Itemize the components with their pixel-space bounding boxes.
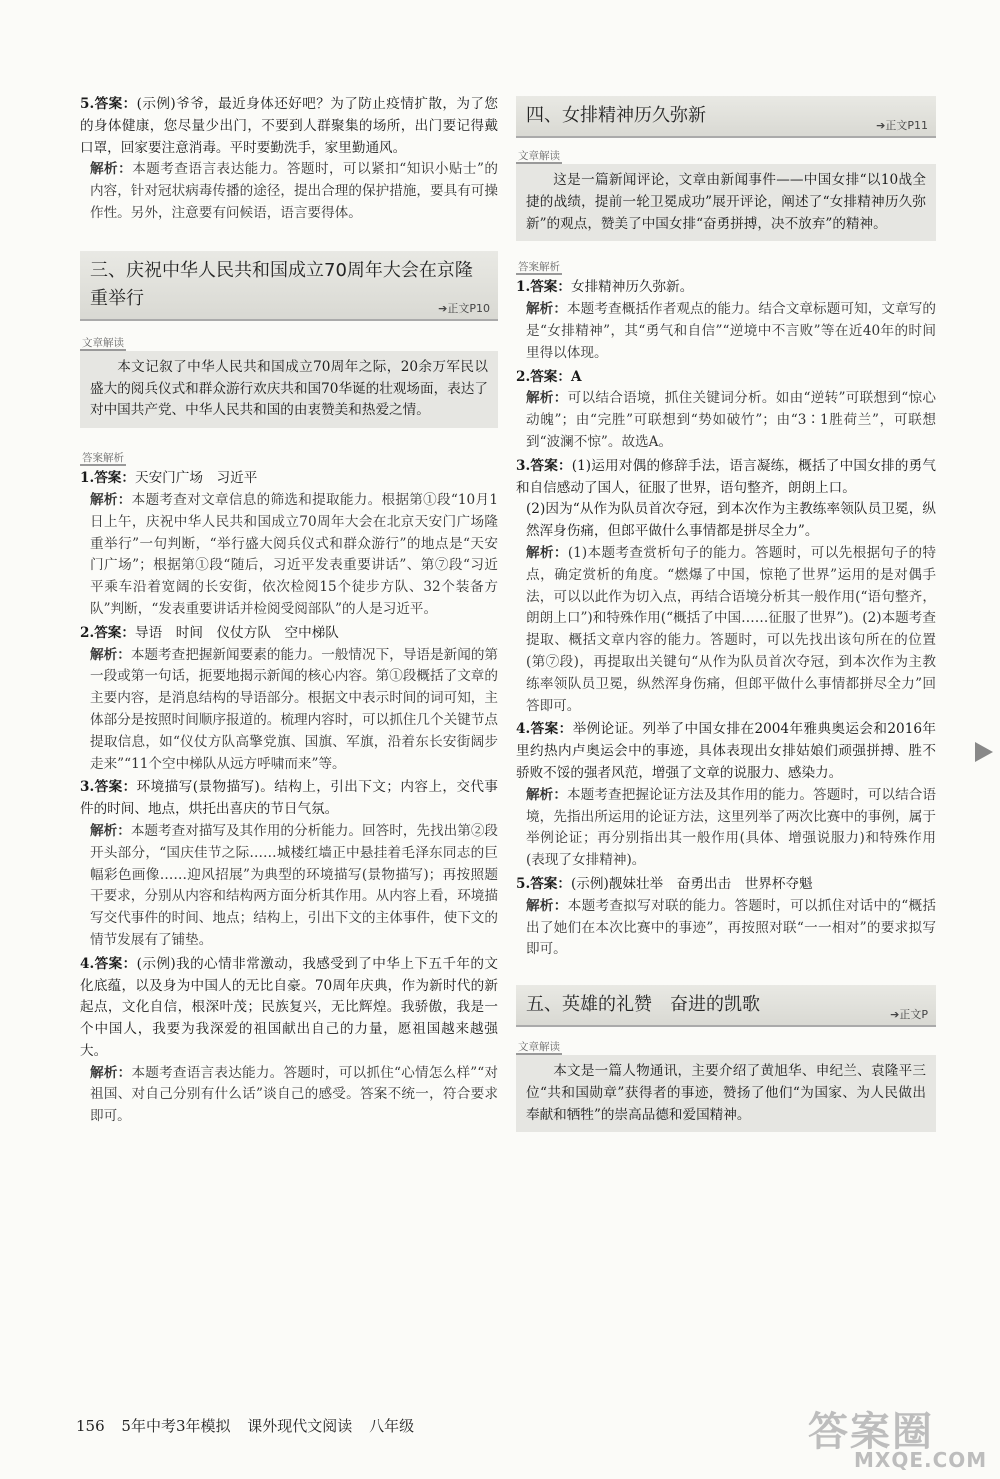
analysis-label: 解析： (526, 390, 568, 407)
article-intro-box (516, 1055, 936, 1132)
answer-label: 1.答案： (516, 279, 571, 296)
answer-item (80, 777, 498, 821)
analysis-item (516, 388, 936, 453)
watermark-logo: 答案圈 (808, 1409, 934, 1455)
answer-label: 5.答案： (80, 96, 137, 112)
book-series: 5年中考3年模拟 (121, 1417, 231, 1435)
analysis-label: 解析： (90, 491, 132, 508)
answer-label: 3.答案： (80, 779, 137, 796)
analysis-text: 本题考查拟写对联的能力。答题时，可以抓住对话中的“概括出了她们在本次比赛中的事迹”，再按照对联“一一相对”的要求拟写即可。 (526, 897, 937, 958)
answer-label: 1.答案： (80, 470, 135, 487)
page-edge-arrow-icon (975, 742, 993, 762)
analysis-label: 解析： (90, 161, 133, 178)
intro-text: 本文是一篇人物通讯，主要介绍了黄旭华、申纪兰、袁隆平三位“共和国勋章”获得者的事迹，赞扬了他们“为国家、为人民做出奉献和牺牲”的崇高品德和爱国精神。 (526, 1063, 926, 1123)
answer-text: (1)运用对偶的修辞手法，语言凝练，概括了中国女排的勇气和自信感动了国人，征服了世界，语句整齐，朗朗上口。 (516, 457, 936, 496)
section-header-3 (80, 251, 498, 321)
section-header-4 (516, 96, 936, 138)
article-reading-tag: 文章解读 (518, 1041, 560, 1054)
analysis-label: 解析： (90, 822, 131, 839)
article-intro-box (80, 351, 498, 428)
grade-level: 八年级 (369, 1417, 415, 1435)
analysis-text: (1)本题考查赏析句子的能力。答题时，可以先根据句子的特点，确定赏析的角度。“燃爆了中国，惊艳了世界”运用的是对偶手法，可以以此作为切入点，再结合语境分析其一般作用(“语句整齐，朗朗上口”)和特殊作用(“概括了中国……征服了世界”)。(2)本题考查提取、概括文章内容的能力。答题时，可以先找出该句所在的位置(第⑦段)，再提取出关键句“从作为队员首次夺冠，到本次作为主教练率领队员卫冕，纵然浑身伤痛，但郎平做什么事情都拼尽全力”回答即可。 (526, 544, 936, 714)
analysis-text: 本题考查把握论证方法及其作用的能力。答题时，可以结合语境，先指出所运用的论证方法，这里列举了两次比赛中的事例，属于举例论证；再分别指出其一般作用(具体、增强说服力)和特殊作用(表现了女排精神)。 (526, 786, 937, 869)
analysis-text: 本题考查把握新闻要素的能力。一般情况下，导语是新闻的第一段或第一句话，扼要地揭示新闻的核心内容。第①段概括了文章的主要内容，是消息结构的导语部分。根据文中表示时间的词可知，主体部分是按照时间顺序报道的。梳理内容时，可以抓住几个关键节点提取信息，如“仪仗方队高擎党旗、国旗、军旗，沿着东长安街阔步走来”“11个空中梯队从远方呼啸而来”等。 (90, 646, 499, 772)
answer-text: (示例)靓妹壮举 奋勇出击 世界杯夺魁 (570, 875, 813, 892)
analysis-item (80, 645, 498, 776)
page-reference: ➔正文P (890, 1008, 928, 1022)
answer-item (80, 94, 498, 159)
answers-tag: 答案解析 (82, 452, 124, 465)
page-reference: ➔正文P10 (438, 301, 490, 315)
analysis-item (516, 543, 936, 717)
analysis-item (80, 490, 498, 621)
analysis-label: 解析： (526, 897, 568, 914)
page-footer (76, 1415, 426, 1436)
answer-label: 4.答案： (516, 721, 573, 738)
answer-label: 5.答案： (516, 875, 571, 892)
answer-label: 3.答案： (516, 457, 572, 474)
analysis-text: 本题考查对文章信息的筛选和提取能力。根据第①段“10月1日上午，庆祝中华人民共和国成立70周年大会在北京天安门广场隆重举行”一句判断，“举行盛大阅兵仪式和群众游行”的地点是“天安门广场”；根据第①段“随后，习近平发表重要讲话”、第⑦段“习近平乘车沿着宽阔的长安街，依次检阅15个徒步方队、32个装备方队”判断，“发表重要讲话并检阅受阅部队”的人是习近平。 (90, 491, 498, 617)
section-title: 四、女排精神历久弥新 (526, 105, 706, 126)
analysis-text: 本题考查对描写及其作用的分析能力。回答时，先找出第②段开头部分，“国庆佳节之际……城楼红墙正中悬挂着毛泽东同志的巨幅彩色画像……迎风招展”为典型的环境描写(景物描写)；再按照题干要求，分别从内容和结构两方面分析其作用。从内容上看，环境描写交代事件的时间、地点；结构上，引出下文的主体事件，使下文的情节发展有了铺垫。 (90, 822, 499, 948)
left-column (80, 92, 498, 1128)
analysis-item (516, 299, 936, 364)
article-intro-box (516, 164, 936, 241)
answers-tag: 答案解析 (518, 261, 560, 274)
answer-label: 2.答案： (516, 368, 571, 385)
analysis-label: 解析： (526, 544, 568, 561)
answer-item (80, 623, 498, 645)
analysis-item (516, 896, 936, 961)
page-reference: ➔正文P11 (876, 119, 928, 132)
answer-item (516, 277, 936, 299)
analysis-label: 解析： (90, 646, 131, 663)
intro-text: 本文记叙了中华人民共和国成立70周年之际，20余万军民以盛大的阅兵仪式和群众游行欢庆共和国70华诞的壮观场面，表达了对中国共产党、中华人民共和国的由衷赞美和热爱之情。 (90, 358, 488, 419)
analysis-item (80, 159, 498, 224)
section-title: 五、英雄的礼赞 奋进的凯歌 (526, 994, 760, 1016)
analysis-label: 解析： (526, 786, 568, 803)
analysis-item (516, 785, 936, 872)
analysis-text: 本题考查概括作者观点的能力。结合文章标题可知，文章写的是“女排精神”，其“勇气和自信”“逆境中不言败”等在近40年的时间里得以体现。 (526, 301, 937, 361)
answer-text: 女排精神历久弥新。 (570, 279, 694, 296)
article-reading-tag: 文章解读 (518, 150, 560, 162)
answer-text: A (570, 368, 582, 385)
right-column (516, 96, 936, 1132)
answer-text: (示例)我的心情非常激动，我感受到了中华上下五千年的文化底蕴，以及身为中国人的无比自豪。70周年庆典，作为新时代的新起点，文化自信，根深叶茂；民族复兴，无比辉煌。我骄傲，我是一个中国人，我要为我深爱的祖国献出自己的力量，愿祖国越来越强大。 (80, 955, 498, 1059)
answer-label: 2.答案： (80, 624, 135, 641)
answer-item (516, 719, 936, 784)
answer-label: 4.答案： (80, 955, 137, 972)
section-title: 三、庆祝中华人民共和国成立70周年大会在京隆重举行 (90, 259, 473, 309)
analysis-text: 本题考查语言表达能力。答题时，可以紧扣“知识小贴士”的内容，针对冠状病毒传播的途径，提出合理的保护措施，要具有可操作性。另外，注意要有问候语，语言要得体。 (90, 161, 499, 221)
page-number: 156 (76, 1417, 105, 1435)
answer-item (80, 468, 498, 490)
intro-text: 这是一篇新闻评论，文章由新闻事件——中国女排“以10战全捷的战绩，提前一轮卫冕成功”展开评论，阐述了“女排精神历久弥新”的观点，赞美了中国女排“奋勇拼搏，决不放弃”的精神。 (526, 172, 926, 232)
answer-item (516, 367, 936, 389)
answer-item (516, 874, 936, 896)
answer-item (80, 954, 498, 1063)
answer-text: (示例)爷爷，最近身体还好吧？为了防止疫情扩散，为了您的身体健康，您尽量少出门，不要到人群聚集的场所，出门要记得戴口罩，回家要注意消毒。平时要勤洗手，家里勤通风。 (80, 96, 498, 156)
analysis-text: 可以结合语境，抓住关键词分析。如由“逆转”可联想到“惊心动魄”；由“完胜”可联想到“势如破竹”；由“3∶1胜荷兰”，可联想到“波澜不惊”。故选A。 (526, 390, 936, 450)
analysis-item (80, 1063, 498, 1128)
answer-text: 举例论证。列举了中国女排在2004年雅典奥运会和2016年里约热内卢奥运会中的事迹，具体表现出女排姑娘们顽强拼搏、胜不骄败不馁的强者风范，增强了文章的说服力、感染力。 (516, 721, 936, 781)
section-header-5 (516, 985, 936, 1027)
watermark-url: MXQE.COM (854, 1448, 988, 1472)
answer-text-continued: (2)因为“从作为队员首次夺冠，到本次作为主教练率领队员卫冕，纵然浑身伤痛，但郎平做什么事情都是拼尽全力”。 (526, 501, 936, 540)
analysis-label: 解析： (90, 1064, 132, 1081)
analysis-text: 本题考查语言表达能力。答题时，可以抓住“心情怎么样”“对祖国、对自己分别有什么话”谈自己的感受。答案不统一，符合要求即可。 (90, 1064, 499, 1125)
answer-text: 环境描写(景物描写)。结构上，引出下文；内容上，交代事件的时间、地点，烘托出喜庆的节日气氛。 (80, 779, 498, 818)
article-reading-tag: 文章解读 (82, 336, 124, 349)
answer-text: 天安门广场 习近平 (134, 470, 258, 487)
analysis-label: 解析： (526, 301, 568, 318)
answer-item (516, 456, 936, 500)
answer-text: 导语 时间 仪仗方队 空中梯队 (134, 624, 339, 641)
analysis-item (80, 821, 498, 952)
book-title: 课外现代文阅读 (247, 1417, 353, 1435)
